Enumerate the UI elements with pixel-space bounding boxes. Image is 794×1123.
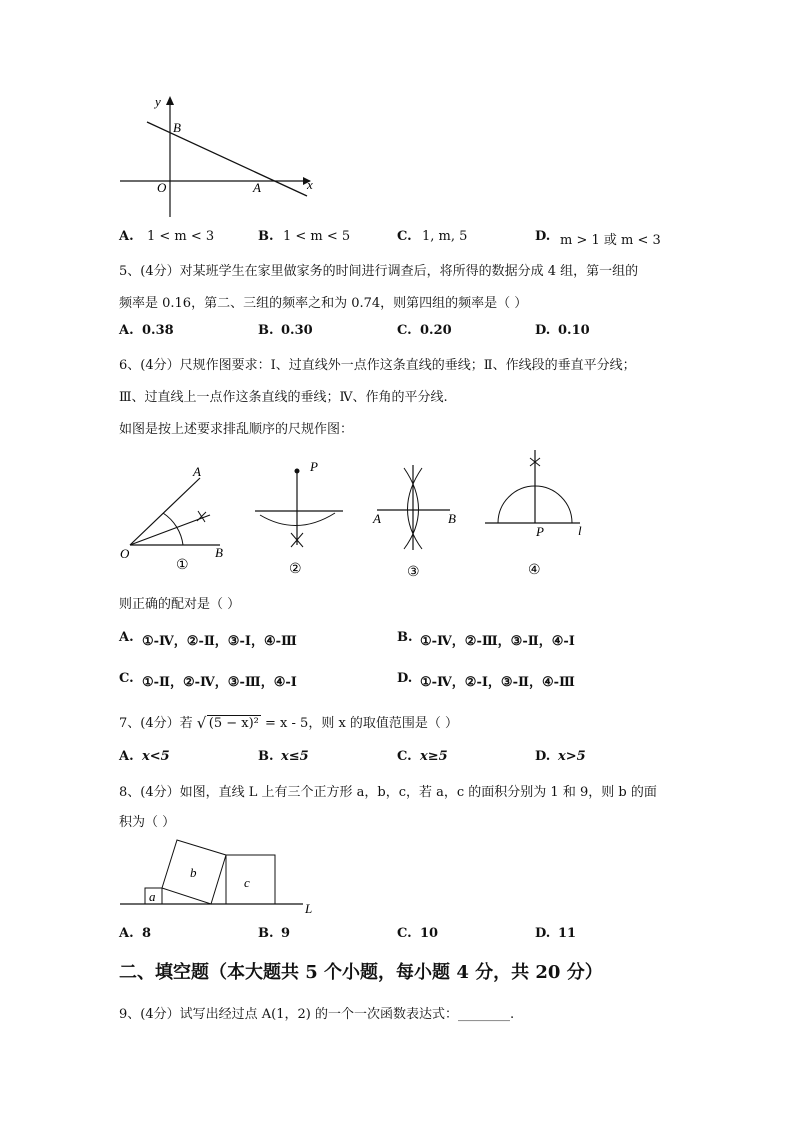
q6-text-line1: 6、(4分）尺规作图要求：Ⅰ、过直线外一点作这条直线的垂线；Ⅱ、作线段的垂直平分线；: [119, 358, 636, 373]
q7-option-b[interactable]: x≤5: [281, 749, 309, 764]
figure-1-angle-bisector: [120, 464, 223, 573]
q6-question: 则正确的配对是（ ）: [119, 597, 241, 612]
q4-option-b[interactable]: 1 < m < 5: [283, 229, 351, 244]
graph-point-b-label: B: [173, 120, 181, 135]
fig1-number: ①: [176, 558, 189, 573]
q5-option-b[interactable]: 0.30: [281, 323, 313, 338]
q8-option-c[interactable]: 10: [420, 926, 439, 941]
fig3-label-b: B: [448, 511, 456, 526]
q8-option-d[interactable]: 11: [558, 926, 577, 941]
q6-option-a[interactable]: ①-Ⅳ，②-Ⅱ，③-Ⅰ，④-Ⅲ: [142, 634, 297, 649]
q7-option-d[interactable]: x>5: [558, 749, 586, 764]
q5-text-line2: 频率是 0.16，第二、三组的频率之和为 0.74，则第四组的频率是（ ）: [119, 296, 528, 311]
q8-text-line1: 8、(4分）如图，直线 L 上有三个正方形 a，b，c，若 a，c 的面积分别为 1 和 9，则 b 的面: [119, 785, 657, 800]
q7-text: [119, 712, 458, 731]
fig4-number: ④: [528, 563, 541, 578]
square-c-label: c: [244, 875, 250, 890]
q5-option-a[interactable]: 0.38: [142, 323, 174, 338]
q6-text-line3: 如图是按上述要求排乱顺序的尺规作图：: [119, 422, 354, 437]
q7-radicand: (5 − x)²: [208, 716, 259, 731]
fig3-label-a: A: [373, 511, 381, 526]
q8-option-b[interactable]: 9: [281, 926, 291, 941]
q7-prefix: 7、(4分）若: [119, 716, 193, 731]
graph-origin-label: O: [157, 180, 167, 195]
q6-option-c[interactable]: ①-Ⅱ，②-Ⅳ，③-Ⅲ，④-Ⅰ: [142, 675, 297, 690]
q7-option-c[interactable]: x≥5: [420, 749, 448, 764]
graph-point-a-label: A: [253, 180, 261, 195]
fig1-label-a: A: [193, 464, 201, 479]
q7-suffix: = x - 5，则 x 的取值范围是（ ）: [265, 716, 459, 731]
square-a-label: a: [149, 889, 156, 904]
q4-option-d[interactable]: m > 1 或 m < 3: [560, 233, 661, 248]
fig3-number: ③: [407, 565, 420, 580]
figure-2-perpendicular-external: [255, 459, 343, 577]
q6-option-d[interactable]: ①-Ⅳ，②-Ⅰ，③-Ⅱ，④-Ⅲ: [420, 675, 575, 690]
line-l-label: L: [305, 901, 313, 915]
fig1-label-o: O: [120, 546, 130, 561]
q5-option-c[interactable]: 0.20: [420, 323, 452, 338]
squares-on-line-figure: [115, 835, 325, 915]
graph-y-label: y: [155, 94, 161, 109]
fig4-label-l: l: [578, 523, 582, 538]
q7-option-a[interactable]: x<5: [142, 749, 170, 764]
square-b-label: b: [190, 865, 197, 880]
q6-option-b[interactable]: ①-Ⅳ，②-Ⅲ，③-Ⅱ，④-Ⅰ: [420, 634, 575, 649]
fig2-number: ②: [289, 562, 302, 577]
q8-option-a[interactable]: 8: [142, 926, 152, 941]
figure-4-perpendicular-on-line: [485, 450, 582, 578]
section-heading-fill-in: 二、填空题（本大题共 5 个小题，每小题 4 分，共 20 分）: [119, 962, 603, 983]
q4-option-a[interactable]: 1 < m < 3: [147, 229, 215, 244]
q6-text-line2: Ⅲ、过直线上一点作这条直线的垂线；Ⅳ、作角的平分线.: [119, 390, 448, 405]
q8-text-line2: 积为（ ）: [119, 815, 176, 830]
graph-x-label: x: [307, 177, 313, 192]
linear-function-graph: [115, 92, 325, 222]
q4-option-c[interactable]: 1, m, 5: [422, 229, 468, 244]
q9-text: 9、(4分）试写出经过点 A(1，2) 的一个一次函数表达式：________.: [119, 1007, 515, 1022]
q7-sqrt: √ (5 − x)²: [196, 714, 259, 732]
construction-figures: [115, 445, 595, 585]
figure-3-perpendicular-bisector: [372, 465, 456, 580]
fig4-label-p: P: [536, 524, 544, 539]
fig1-label-b: B: [215, 545, 223, 560]
q5-text-line1: 5、(4分）对某班学生在家里做家务的时间进行调查后，将所得的数据分成 4 组，第一组的: [119, 264, 639, 279]
fig2-label-p: P: [310, 459, 318, 474]
q5-option-d[interactable]: 0.10: [558, 323, 590, 338]
